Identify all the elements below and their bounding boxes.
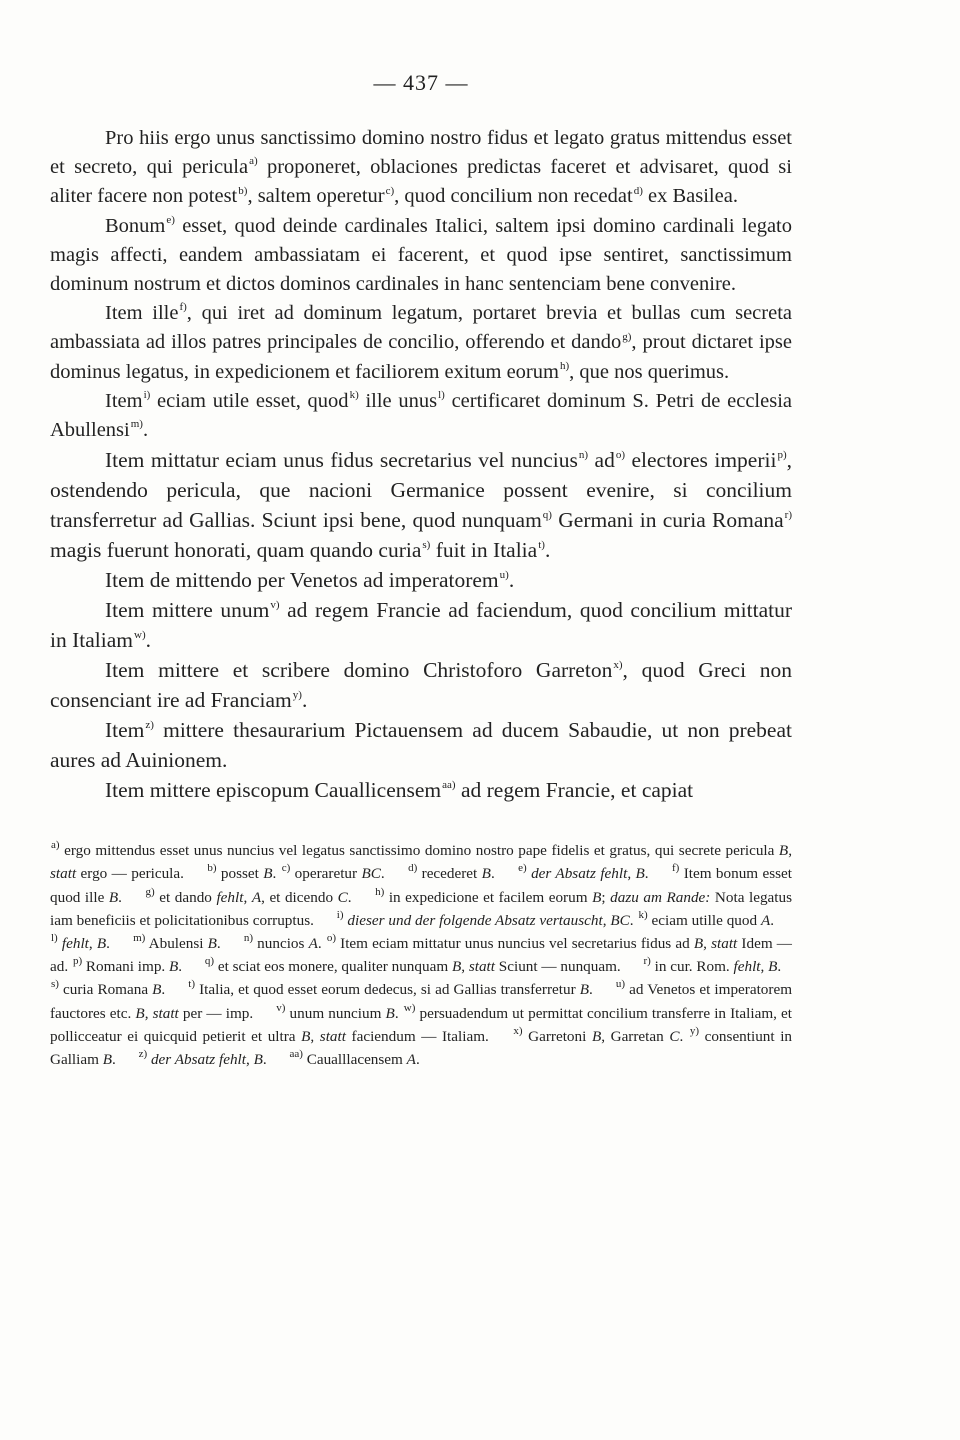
paragraph: Pro hiis ergo unus sanctissimo domino nostro fidus et legato gratus mittendus esset et secreto, qui pericula$^{a)}$ proponeret, oblaciones predictas faceret et advisaret, quod si aliter facere non potest$^{b)}$, saltem operetur$^{c)}$, quod concilium non recedat$^{d)}$ ex Basilea. (50, 127, 792, 208)
paragraph: Item mittatur eciam unus fidus secretarius vel nuncius$^{n)}$ $ad^{o)}$ electores imperii$^{p)}$, ostendendo pericula, que nacioni Germanice possent evenire, si concilium transferretur ad Gallias. Sciunt ipsi bene, quod nunquam$^{q)}$ Germani in curia Romana$^{r)}$ magis fuerunt honorati, quam quando curia$^{s)}$ fuit in Italia$^{t)}$. (50, 448, 793, 563)
paragraph: Item$^{z)}$ mittere thesaurarium Pictauensem ad ducem Sabaudie, ut non prebeat aures ad Auinionem. (50, 718, 792, 773)
paragraph: Item de mittendo per Venetos ad imperatorem$^{u)}$. (105, 568, 515, 593)
page (50, 70, 792, 1071)
paragraph: Item$^{i)}$ eciam utile esset, quod$^{k)}$ ille unus$^{l)}$ certificaret dominum S. Petri de ecclesia Abullensi$^{m)}$. (50, 389, 792, 442)
paragraph: Item mittere et scribere domino Christoforo Garreton$^{x)}$, quod Greci non consenciant ire ad Franciam$^{y)}$. (50, 658, 792, 713)
paragraph: Item mittere unum$^{v)}$ ad regem Francie ad faciendum, quod concilium mittatur in Italiam$^{w)}$. (50, 598, 792, 653)
footnotes: $^{a)}$ ergo mittendus esset unus nuncius vel legatus sanctissimo domino nostro pape fidelis et gratus, qui secrete pericula B, statt ergo — pericula. $^{b)}$ posset B. $^{c)}$ operaretur BC. $^{d)}$ recederet B. $^{e)}$ der Absatz fehlt, B. $^{f)}$ Item bonum esset quod ille B. $^{g)}$ et dando fehlt, A, et dicendo C. $^{h)}$ in expedicione et facilem eorum B; dazu am Rande: Nota legatus iam beneficiis et policitationibus corruptus. $^{i)}$ dieser und der folgende Absatz vertauscht, BC. $^{k)}$ eciam utille quod A. $^{l)}$ fehlt, B. $^{m)}$ Abulensi B. $^{n)}$ nuncios A. $^{o)}$ Item eciam mittatur unus nuncius vel secretarius fidus ad B, statt Idem — ad. $^{p)}$ Romani imp. B. $^{q)}$ et sciat eos monere, qualiter nunquam B, statt Sciunt — nunquam. $^{r)}$ in cur. Rom. fehlt, B. $^{s)}$ curia Romana B. $^{t)}$ Italia, et quod esset eorum dedecus, si ad Gallias transferretur B. $^{u)}$ ad Venetos et imperatorem fauctores etc. B, statt per — imp. $^{v)}$ unum nuncium B. $^{w)}$ persuadendum ut permittat concilium transferre in Italiam, et pollicceatur ei quicquid petierit et ultra B, statt faciendum — Italiam. $^{x)}$ Garretoni B, Garretan C. $^{y)}$ consentiunt in Galliam B. $^{z)}$ der Absatz fehlt, B. $^{aa)}$ Caualllacensem A. (50, 839, 793, 1069)
paragraph: Item ille$^{f)}$, qui iret ad dominum legatum, portaret brevia et bullas cum secreta ambassiata ad illos patres principales de concilio, offerendo et dando$^{g)}$, prout dictaret ipse dominus legatus, in expedicionem et faciliorem exitum eorum$^{h)}$, que nos querimus. (50, 301, 792, 383)
paragraph: Item mittere episcopum Cauallicensem$^{aa)}$ ad regem Francie, et capiat (105, 778, 694, 803)
paragraph: Bonum$^{e)}$ esset, quod deinde cardinales Italici, saltem ipsi domino cardinali legato magis affecti, eandem ambassiatam ei facerent, et quod ipse sentiret, sanctissimum dominum nostrum et dictos dominos cardinales in hanc sentenciam bene convenire. (50, 213, 792, 296)
page-number: — 437 — (373, 70, 469, 95)
main-text (50, 124, 792, 805)
